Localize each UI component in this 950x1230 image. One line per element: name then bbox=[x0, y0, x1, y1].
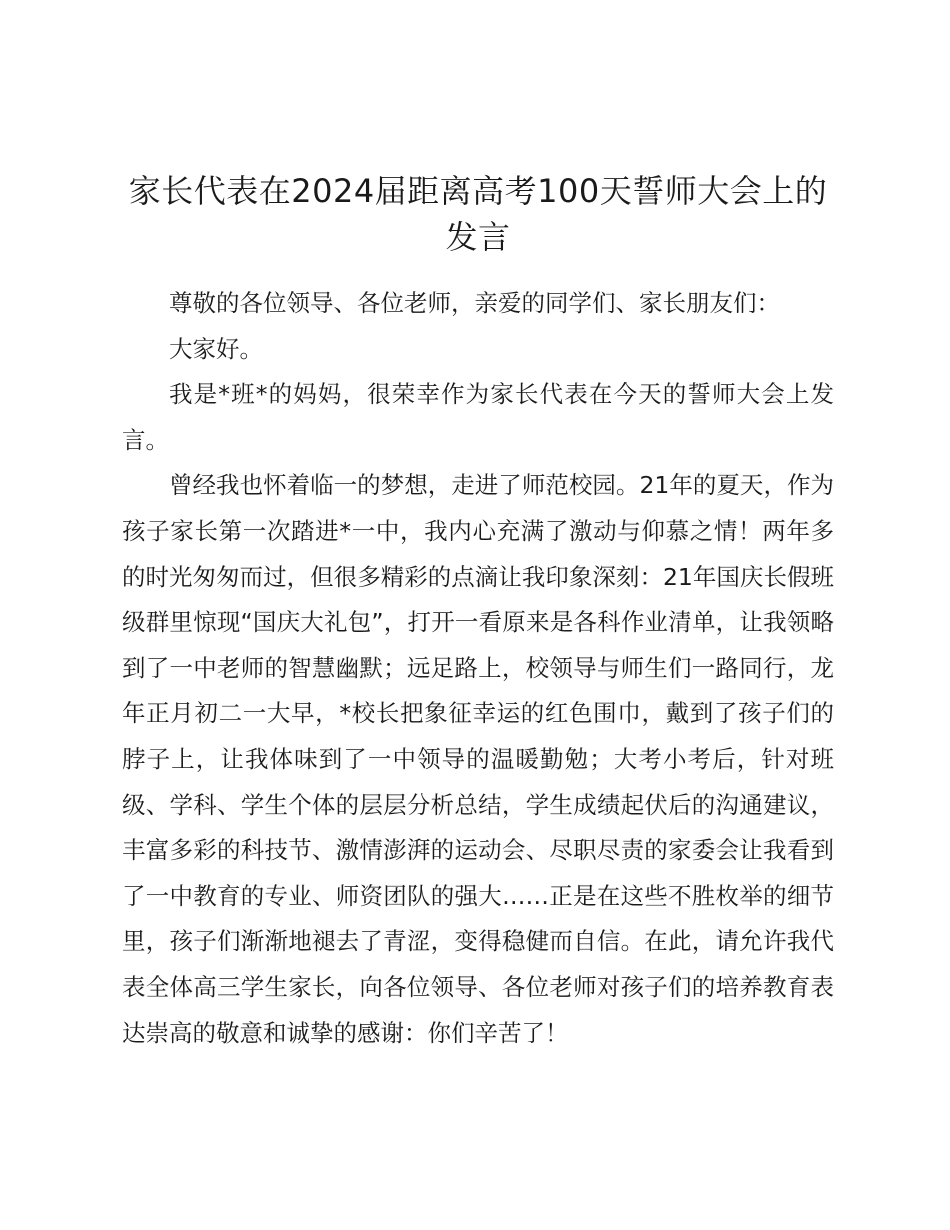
greeting-paragraph: 大家好。 bbox=[169, 334, 263, 363]
salutation-paragraph: 尊敬的各位领导、各位老师，亲爱的同学们、家长朋友们： bbox=[169, 289, 780, 317]
body-paragraph: 曾经我也怀着临一的梦想，走进了师范校园。21年的夏天，作为孩子家长第一次踏进*一中，我内心充满了激动与仰慕之情！两年多的时光匆匆而过，但很多精彩的点滴让我印象深刻：21年国庆长假班级群里惊现“国庆大礼包”，打开一看原来是各科作业清单，让我领略到了一中老师的智慧幽默；远足路上，校领导与师生们一路同行，龙年正月初二一大早，*校长把象征幸运的红色围巾，戴到了孩子们的脖子上，让我体味到了一中领导的温暖勤勉；大考小考后，针对班级、学科、学生个体的层层分析总结，学生成绩起伏后的沟通建议，丰富多彩的科技节、激情澎湃的运动会、尽职尽责的家委会让我看到了一中教育的专业、师资团队的强大……正是在这些不胜枚举的细节里，孩子们渐渐地褪去了青涩，变得稳健而自信。在此，请允许我代表全体高三学生家长，向各位领导、各位老师对孩子们的培养教育表达崇高的敬意和诚挚的感谢：你们辛苦了！ bbox=[122, 471, 834, 1047]
introduction-paragraph: 我是*班*的妈妈，很荣幸作为家长代表在今天的誓师大会上发言。 bbox=[122, 380, 834, 454]
document-body bbox=[122, 281, 834, 1056]
document-title: 家长代表在2024届距离高考100天誓师大会上的发言 bbox=[128, 172, 828, 256]
